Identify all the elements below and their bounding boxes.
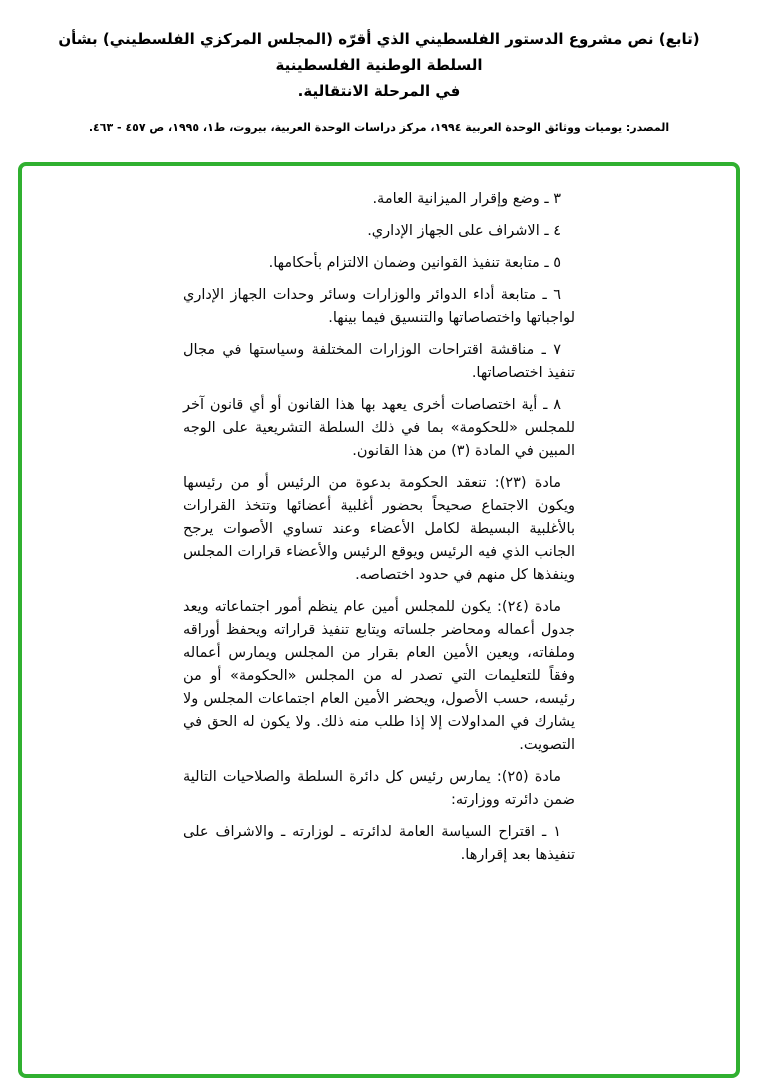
page-title — [40, 26, 718, 104]
document-header — [0, 26, 758, 135]
source-citation: المصدر: يوميات ووثائق الوحدة العربية ١٩٩٤، مركز دراسات الوحدة العربية، بيروت، ط١، ١٩٩٥، ص ٤٥٧ - ٤٦٣. — [88, 121, 670, 134]
clause-item-8: ٨ ـ أية اختصاصات أخرى يعهد بها هذا القانون أو أي قانون آخر للمجلس «للحكومة» بما في ذلك السلطة التشريعية على الوجه المبين في المادة (٣) من هذا القانون. — [183, 397, 575, 459]
clause-item-7: ٧ ـ مناقشة اقتراحات الوزارات المختلفة وسياستها في مجال تنفيذ اختصاصاتها. — [183, 342, 575, 381]
document-text-column — [183, 188, 575, 867]
clause-item-1: ١ ـ اقتراح السياسة العامة لدائرته ـ لوزارته ـ والاشراف على تنفيذها بعد إقرارها. — [183, 824, 575, 863]
clause-item-6: ٦ ـ متابعة أداء الدوائر والوزارات وسائر وحدات الجهاز الإداري لواجباتها واختصاصاتها والتنسيق فيما بينها. — [183, 287, 575, 326]
article-25: مادة (٢٥): يمارس رئيس كل دائرة السلطة والصلاحيات التالية ضمن دائرته ووزارته: — [183, 769, 575, 808]
clause-item-4: ٤ ـ الاشراف على الجهاز الإداري. — [367, 223, 561, 239]
article-24: مادة (٢٤): يكون للمجلس أمين عام ينظم أمور اجتماعاته ويعد جدول أعماله ومحاضر جلساته ويتابع تنفيذ قراراته ويحفظ أوراقه وملفاته، ويعين الأمين العام بقرار من المجلس ويمارس أعماله وفقاً للتعليمات التي تصدر له من المجلس «الحكومة» أو من رئيسه، حسب الأصول، ويحضر الأمين العام اجتماعات المجلس ولا يشارك في المداولات إلا إذا طلب منه ذلك. ولا يكون له الحق في التصويت. — [183, 599, 575, 753]
document-body-frame — [18, 162, 740, 1078]
clause-item-3: ٣ ـ وضع وإقرار الميزانية العامة. — [372, 191, 561, 207]
page-title-line-2: في المرحلة الانتقالية. — [297, 82, 461, 100]
clause-item-5: ٥ ـ متابعة تنفيذ القوانين وضمان الالتزام بأحكامها. — [268, 255, 561, 271]
page-title-line-1: (تابع) نص مشروع الدستور الفلسطيني الذي أقرّه (المجلس المركزي الفلسطيني) بشأن السلطة الوطنية الفلسطينية — [58, 30, 700, 74]
article-23: مادة (٢٣): تنعقد الحكومة بدعوة من الرئيس أو من رئيسها ويكون الاجتماع صحيحاً بحضور أغلبية أعضائها وتتخذ القرارات بالأغلبية البسيطة لكامل الأعضاء وعند تساوي الأصوات يرجح الجانب الذي فيه الرئيس ويوقع الرئيس والأعضاء قرارات المجلس وينفذها كل منهم في حدود اختصاصه. — [183, 475, 575, 583]
